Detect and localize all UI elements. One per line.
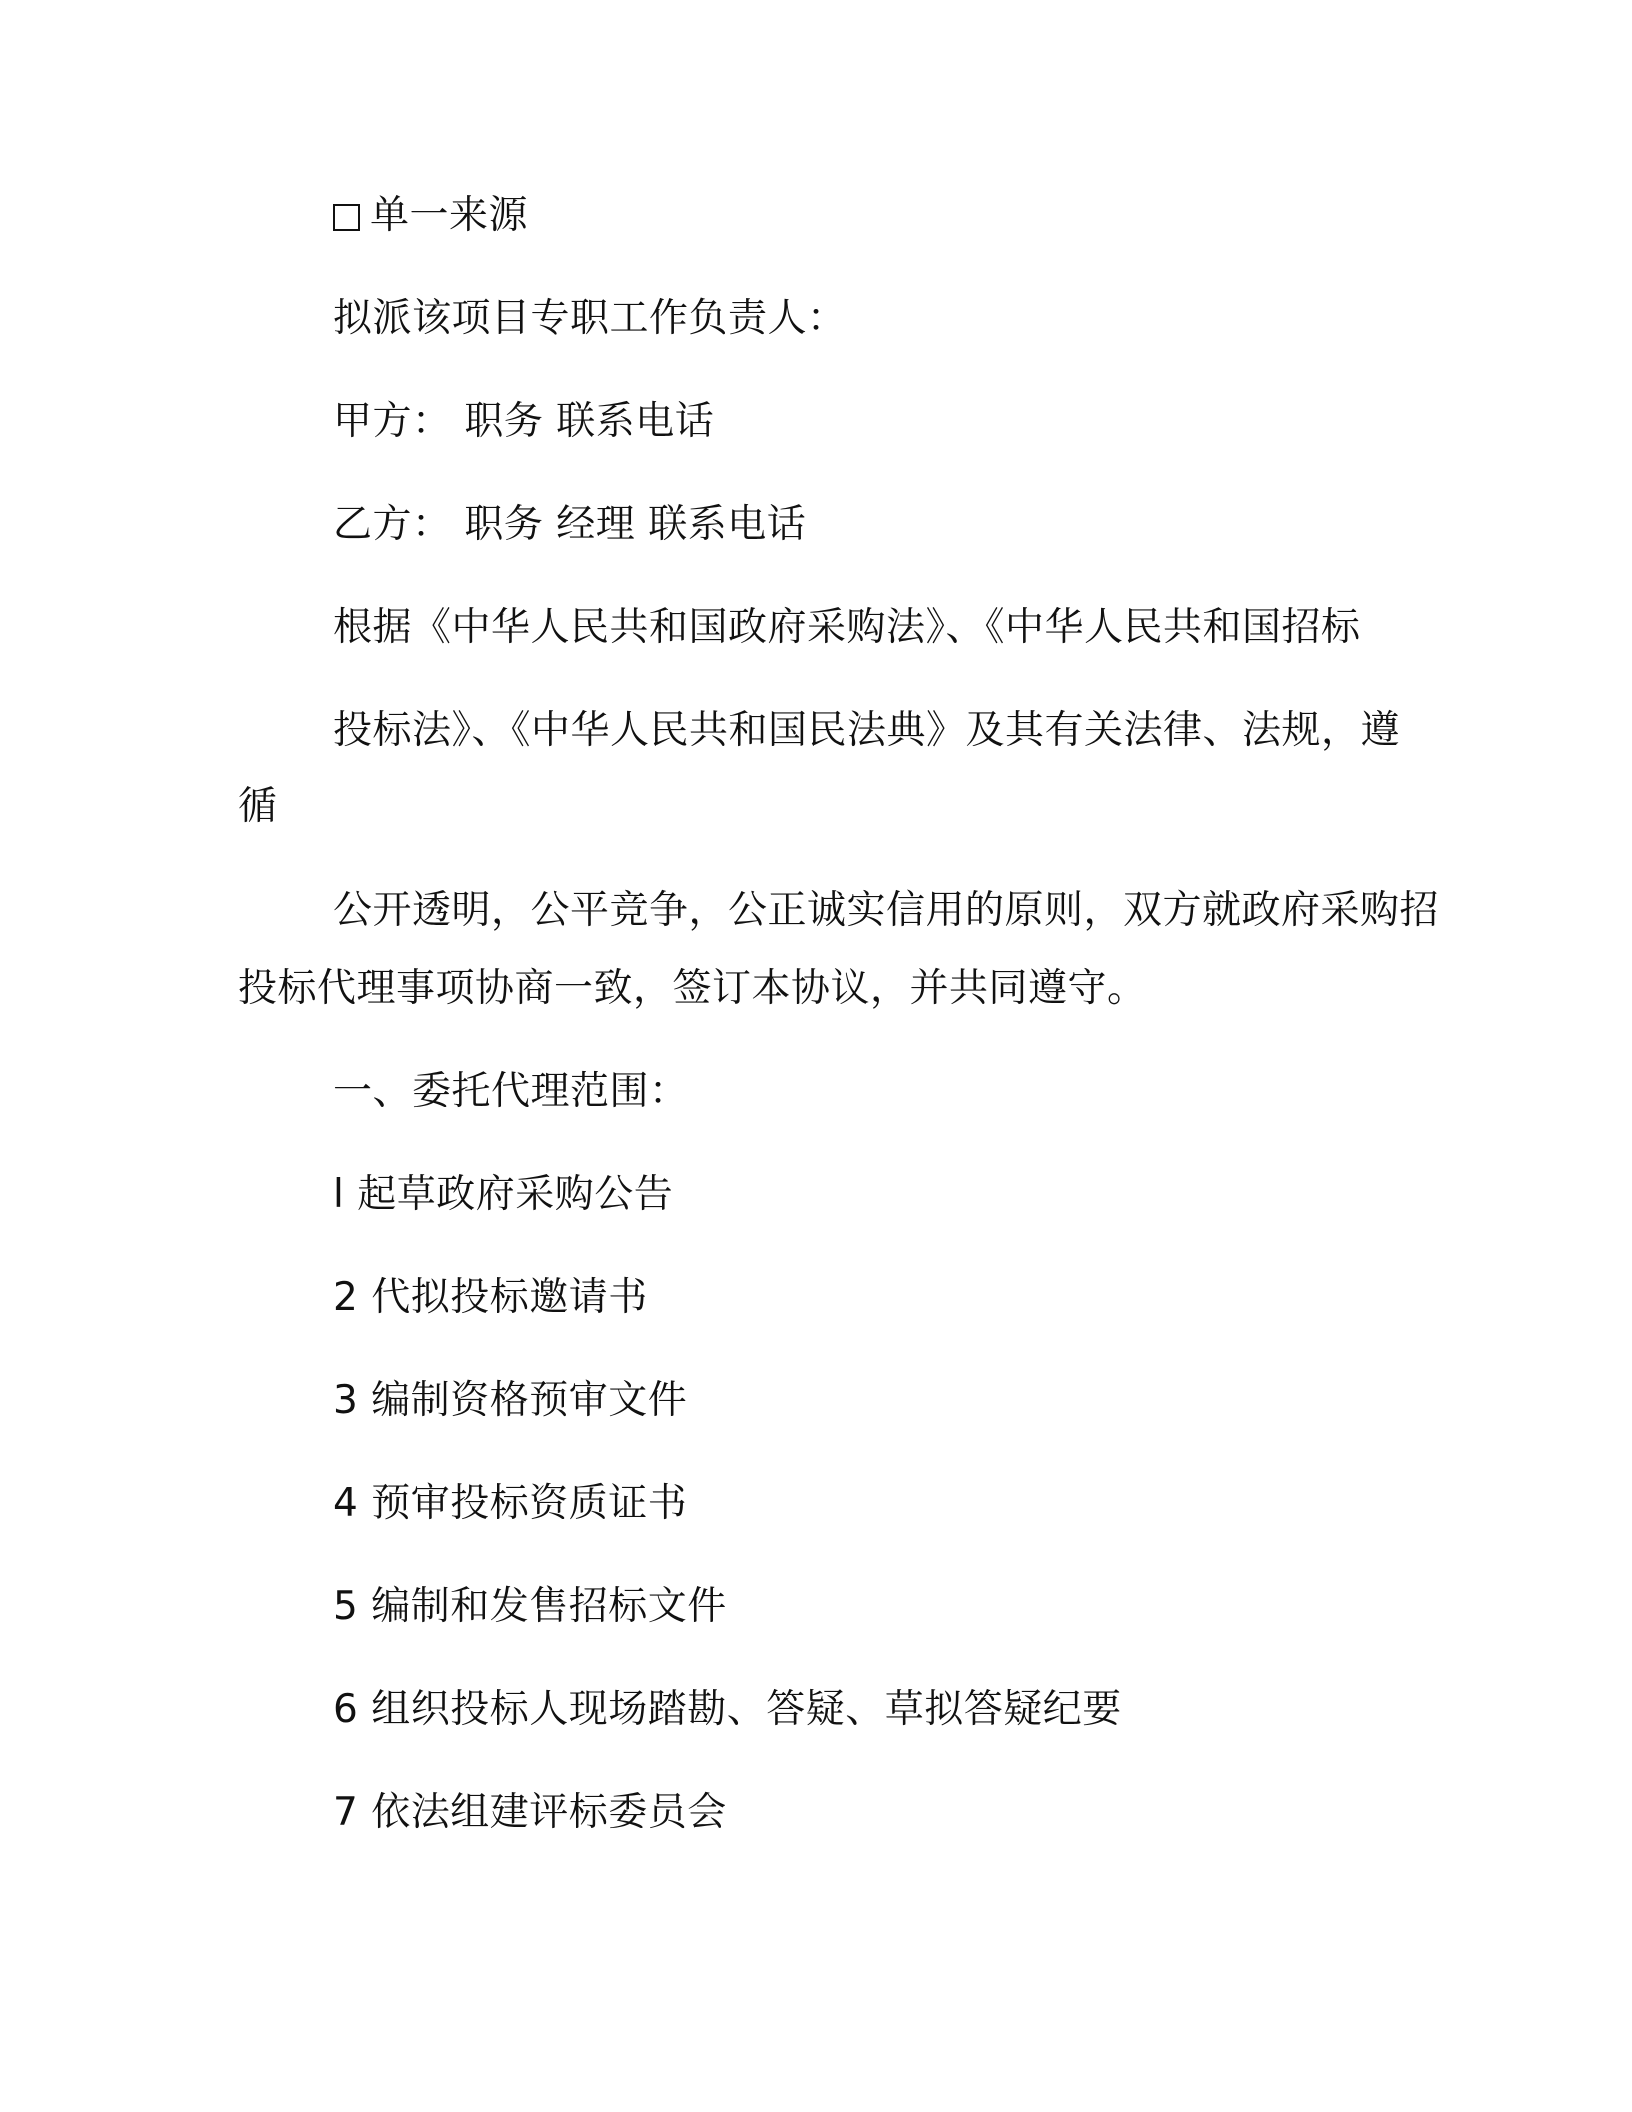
checkbox-icon xyxy=(333,204,360,231)
scope-item-4: 4 预审投标资质证书 xyxy=(333,1481,688,1526)
party-a-line: 甲方： 职务 联系电话 xyxy=(333,399,715,444)
scope-item-5: 5 编制和发售招标文件 xyxy=(333,1584,727,1629)
section-1-heading: 一、委托代理范围： xyxy=(333,1069,689,1114)
principle-line-2: 投标代理事项协商一致，签订本协议，并共同遵守。 xyxy=(238,966,1147,1011)
basis-line-1: 根据《中华人民共和国政府采购法》、《中华人民共和国招标 xyxy=(333,605,1361,650)
single-source-option xyxy=(333,192,528,240)
scope-item-3: 3 编制资格预审文件 xyxy=(333,1378,688,1423)
party-b-line: 乙方： 职务 经理 联系电话 xyxy=(333,502,807,547)
basis-line-3: 循 xyxy=(238,784,278,829)
scope-item-7: 7 依法组建评标委员会 xyxy=(333,1790,727,1835)
scope-item-6: 6 组织投标人现场踏勘、答疑、草拟答疑纪要 xyxy=(333,1687,1122,1732)
scope-item-1: l 起草政府采购公告 xyxy=(333,1172,674,1217)
responsible-person-label: 拟派该项目专职工作负责人： xyxy=(333,296,847,341)
scope-item-2: 2 代拟投标邀请书 xyxy=(333,1275,648,1320)
basis-line-2: 投标法》、《中华人民共和国民法典》及其有关法律、法规，遵 xyxy=(333,708,1401,753)
principle-line-1: 公开透明，公平竞争，公正诚实信用的原则，双方就政府采购招 xyxy=(333,888,1440,933)
checkbox-option-label: 单一来源 xyxy=(370,193,529,238)
